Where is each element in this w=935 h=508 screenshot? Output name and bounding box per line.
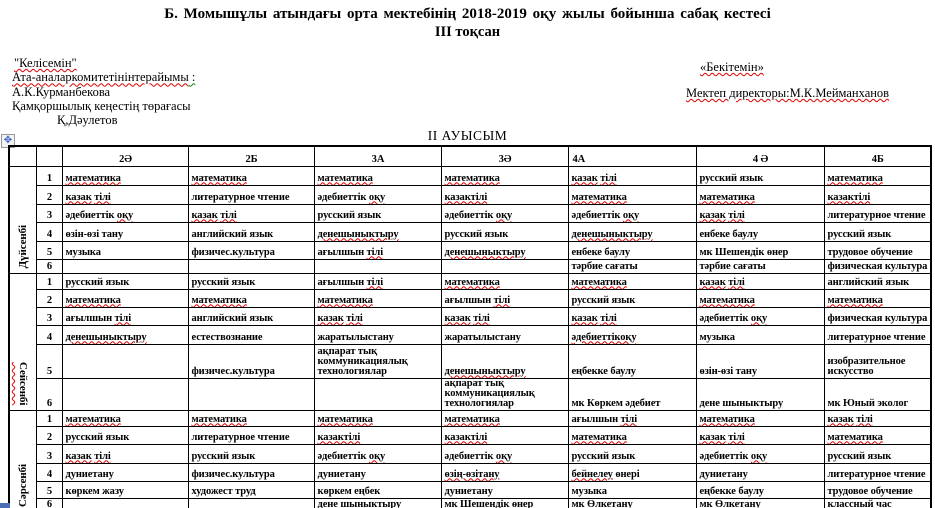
signature-approve-label: «Бекітемін»	[700, 60, 764, 74]
misspelled-word: денешыныктыру	[444, 365, 526, 377]
misspelled-word: математика	[571, 431, 627, 443]
period-number[interactable]: 6	[36, 259, 62, 273]
misspelled-word: казак	[827, 413, 854, 425]
lesson-cell[interactable]	[188, 204, 314, 222]
lesson-cell[interactable]: музыка	[62, 241, 188, 259]
lesson-cell[interactable]: классный час	[824, 498, 931, 508]
lesson-cell[interactable]: көркем еңбек	[314, 481, 441, 498]
lesson-cell[interactable]	[441, 463, 568, 481]
misspelled-word: математика	[191, 294, 247, 306]
table-move-handle-icon[interactable]: ✥	[1, 134, 15, 148]
lesson-cell[interactable]: английский язык	[188, 307, 314, 325]
lesson-cell[interactable]	[62, 444, 188, 463]
lesson-cell[interactable]	[62, 410, 188, 426]
misspelled-word: тілі	[94, 191, 111, 203]
misspelled-word: математика	[827, 172, 883, 184]
period-number[interactable]: 4	[36, 325, 62, 344]
lesson-cell[interactable]	[824, 410, 931, 426]
misspelled-word: математика	[827, 431, 883, 443]
misspelled-word: математика	[827, 294, 883, 306]
lesson-cell[interactable]: русский язык	[696, 166, 824, 185]
lesson-cell[interactable]	[188, 378, 314, 410]
lesson-cell[interactable]	[188, 259, 314, 273]
signature-left-line: Ата-аналаркомитетінінтерайымы :	[12, 70, 196, 85]
lesson-cell[interactable]: литературное чтение	[188, 426, 314, 444]
misspelled-word: математика	[571, 191, 627, 203]
lesson-cell[interactable]	[188, 289, 314, 307]
misspelled-word: казак	[699, 276, 726, 288]
lesson-cell[interactable]	[441, 410, 568, 426]
lesson-cell[interactable]: физичес.культура	[188, 241, 314, 259]
period-number[interactable]: 4	[36, 222, 62, 241]
lesson-cell[interactable]	[441, 273, 568, 289]
misspelled-word: оқу	[495, 450, 513, 462]
lesson-cell[interactable]: дуниетану	[696, 463, 824, 481]
lesson-cell[interactable]: изобразительное искусство	[824, 344, 931, 378]
lesson-cell[interactable]	[696, 426, 824, 444]
period-number[interactable]: 4	[36, 463, 62, 481]
period-number[interactable]: 6	[36, 378, 62, 410]
lesson-cell[interactable]	[188, 498, 314, 508]
lesson-cell[interactable]	[441, 166, 568, 185]
period-number[interactable]: 2	[36, 289, 62, 307]
lesson-cell[interactable]	[314, 222, 441, 241]
day-label-1[interactable]: Дүйсенбі	[9, 166, 36, 273]
misspelled-word: казактілі	[317, 431, 361, 443]
misspelled-word: тілі	[728, 431, 745, 443]
partial-bottom-marker	[0, 503, 10, 508]
lesson-cell[interactable]	[568, 307, 696, 325]
lesson-cell[interactable]: көркем жазу	[62, 481, 188, 498]
misspelled-word: математика	[571, 276, 627, 288]
misspelled-word: тілі	[856, 413, 873, 425]
misspelled-word: казак	[571, 312, 598, 324]
misspelled-word: математика	[191, 413, 247, 425]
misspelled-word: математика	[699, 294, 755, 306]
lesson-cell[interactable]: ағылшын тілі	[314, 241, 441, 259]
misspelled-word: тілі	[94, 450, 111, 462]
lesson-cell[interactable]	[824, 166, 931, 185]
misspelled-word: оқу	[116, 209, 134, 221]
period-number[interactable]: 6	[36, 498, 62, 508]
lesson-cell[interactable]: енбеке баулу	[696, 222, 824, 241]
lesson-cell[interactable]	[441, 185, 568, 204]
misspelled-word: оқу	[368, 191, 386, 203]
lesson-cell[interactable]: енбеке баулу	[568, 241, 696, 259]
misspelled-word: математика	[699, 191, 755, 203]
misspelled-word: казактілі	[444, 191, 488, 203]
period-number[interactable]: 1	[36, 166, 62, 185]
shift-heading: II АУЫСЫМ	[427, 128, 508, 143]
misspelled-word: казак	[444, 312, 471, 324]
period-number[interactable]: 3	[36, 307, 62, 325]
lesson-cell[interactable]: әдебиеттік оқу	[568, 204, 696, 222]
lesson-cell[interactable]: ағылшын тілі	[314, 273, 441, 289]
lesson-cell[interactable]: физическая культура	[824, 259, 931, 273]
misspelled-word: денешыныктыру	[571, 228, 653, 240]
lesson-cell[interactable]	[696, 273, 824, 289]
period-number[interactable]: 1	[36, 273, 62, 289]
document-title: Б. Момышұлы атындағы орта мектебінің 2018-2019 оқу жылы бойынша сабақ кестесі	[164, 6, 771, 22]
misspelled-word: тілі	[620, 413, 638, 425]
lesson-cell[interactable]	[696, 289, 824, 307]
lesson-cell[interactable]	[314, 378, 441, 410]
lesson-cell[interactable]: русский язык	[824, 222, 931, 241]
lesson-cell[interactable]	[62, 344, 188, 378]
lesson-cell[interactable]	[568, 426, 696, 444]
misspelled-word: казактілі	[827, 191, 871, 203]
period-number[interactable]: 3	[36, 204, 62, 222]
day-label-3[interactable]: Сәрсенбі	[9, 410, 36, 508]
misspelled-word: казактілі	[444, 431, 488, 443]
period-number[interactable]: 2	[36, 185, 62, 204]
lesson-cell[interactable]: английский язык	[824, 273, 931, 289]
lesson-cell[interactable]: әдебиеттік оқу	[696, 444, 824, 463]
lesson-cell[interactable]	[696, 204, 824, 222]
lesson-cell[interactable]: русский язык	[188, 444, 314, 463]
signature-block-left	[12, 56, 195, 127]
lesson-cell[interactable]: тәрбие сағаты	[696, 259, 824, 273]
misspelled-word: математика	[444, 172, 500, 184]
timetable	[8, 145, 932, 508]
lesson-cell[interactable]: русский язык	[62, 426, 188, 444]
lesson-cell[interactable]: мк Шешендік өнер	[696, 241, 824, 259]
lesson-cell[interactable]	[314, 289, 441, 307]
lesson-cell[interactable]	[824, 289, 931, 307]
lesson-cell[interactable]: музыка	[568, 481, 696, 498]
misspelled-word: тілі	[728, 276, 745, 288]
lesson-cell[interactable]: ағылшын тілі	[568, 410, 696, 426]
lesson-cell[interactable]	[314, 426, 441, 444]
misspelled-word: казак	[699, 431, 726, 443]
lesson-cell[interactable]: мк Көркем әдебиет	[568, 378, 696, 410]
misspelled-word: математика	[65, 172, 121, 184]
lesson-cell[interactable]: музыка	[696, 325, 824, 344]
lesson-cell[interactable]	[568, 273, 696, 289]
lesson-cell[interactable]	[441, 307, 568, 325]
lesson-cell[interactable]	[314, 166, 441, 185]
lesson-cell[interactable]: естествознание	[188, 325, 314, 344]
lesson-cell[interactable]: русский язык	[568, 289, 696, 307]
misspelled-word: тілі	[346, 312, 363, 324]
lesson-cell[interactable]: литературное чтение	[824, 325, 931, 344]
lesson-cell[interactable]: дуниетану	[314, 463, 441, 481]
misspelled-word: тілі	[220, 209, 237, 221]
misspelled-word: математика	[65, 413, 121, 425]
day-label-2[interactable]: Сейсенбі	[9, 273, 36, 410]
lesson-cell[interactable]: мк Шешендік өнер	[441, 498, 568, 508]
lesson-cell[interactable]	[441, 426, 568, 444]
misspelled-word: оқу	[368, 450, 386, 462]
misspelled-word: тілі	[366, 246, 384, 258]
corner-header-cell[interactable]	[36, 146, 62, 166]
misspelled-word: оқу	[495, 209, 513, 221]
lesson-cell[interactable]: еңбекке баулу	[568, 344, 696, 378]
misspelled-word: казак	[571, 172, 598, 184]
lesson-cell[interactable]	[696, 410, 824, 426]
misspelled-word: тілі	[728, 209, 745, 221]
misspelled-word: математика	[65, 294, 121, 306]
misspelled-word: денешыныктыру	[65, 331, 147, 343]
misspelled-word: тілі	[493, 294, 511, 306]
misspelled-word: математика	[317, 294, 373, 306]
lesson-cell[interactable]	[568, 166, 696, 185]
lesson-cell[interactable]	[824, 185, 931, 204]
misspelled-word: әдебиеттікоқу	[571, 331, 637, 343]
lesson-cell[interactable]: әдебиеттік оқу	[696, 307, 824, 325]
lesson-cell[interactable]: дуниетану	[62, 463, 188, 481]
lesson-cell[interactable]	[568, 325, 696, 344]
lesson-cell[interactable]: русский язык	[568, 444, 696, 463]
misspelled-word: казак	[65, 450, 92, 462]
lesson-cell[interactable]: ағылшын тілі	[441, 289, 568, 307]
misspelled-word: бейнелеу	[571, 468, 613, 480]
lesson-cell[interactable]	[314, 307, 441, 325]
class-header-1[interactable]: 2Ә	[62, 146, 188, 166]
lesson-cell[interactable]	[314, 259, 441, 273]
lesson-cell[interactable]: русский язык	[314, 204, 441, 222]
lesson-cell[interactable]	[62, 378, 188, 410]
misspelled-word: тілі	[600, 312, 617, 324]
lesson-cell[interactable]	[188, 410, 314, 426]
class-header-4[interactable]: 3Ә	[441, 146, 568, 166]
signature-left-line: Қамқоршылық кеңестің төрағасы	[12, 98, 191, 113]
misspelled-word: Өлкетану	[715, 498, 761, 508]
misspelled-word: тілі	[114, 312, 132, 324]
lesson-cell[interactable]	[696, 185, 824, 204]
class-header-3[interactable]: 3А	[314, 146, 441, 166]
lesson-cell[interactable]: мк Юный эколог	[824, 378, 931, 410]
misspelled-word: тілі	[366, 276, 384, 288]
misspelled-word: оқу	[750, 312, 768, 324]
lesson-cell[interactable]: ақпарат тық коммуникациялық технологиялар	[441, 378, 568, 410]
signature-left-line: Қ,Дәулетов	[57, 113, 118, 128]
lesson-cell[interactable]: бейнелеу өнері	[568, 463, 696, 481]
misspelled-word: математика	[699, 413, 755, 425]
lesson-cell[interactable]: дене шыныктыру	[696, 378, 824, 410]
lesson-cell[interactable]	[568, 222, 696, 241]
lesson-cell[interactable]	[824, 426, 931, 444]
corner-header-cell[interactable]	[9, 146, 36, 166]
period-number[interactable]: 5	[36, 344, 62, 378]
lesson-cell[interactable]	[188, 166, 314, 185]
lesson-cell[interactable]: дене шыныктыру	[314, 498, 441, 508]
lesson-cell[interactable]: мк Өлкетану	[568, 498, 696, 508]
lesson-cell[interactable]: өзін-өзі тану	[62, 222, 188, 241]
lesson-cell[interactable]: жаратылыстану	[314, 325, 441, 344]
misspelled-word: казак	[699, 209, 726, 221]
misspelled-word: казак	[191, 209, 218, 221]
period-number[interactable]: 5	[36, 481, 62, 498]
lesson-cell[interactable]: еңбекке баулу	[696, 481, 824, 498]
lesson-cell[interactable]: өзін-өзі тану	[696, 344, 824, 378]
lesson-cell[interactable]: ағылшын тілі	[62, 307, 188, 325]
lesson-cell[interactable]: әдебиеттік оқу	[314, 185, 441, 204]
misspelled-word: казак	[65, 191, 92, 203]
lesson-cell[interactable]: ақпарат тық коммуникациялық технологиялар	[314, 344, 441, 378]
lesson-cell[interactable]: русский язык	[441, 222, 568, 241]
lesson-cell[interactable]: русский язык	[62, 273, 188, 289]
lesson-cell[interactable]: дуниетану	[441, 481, 568, 498]
lesson-cell[interactable]: әдебиеттік оқу	[314, 444, 441, 463]
period-number[interactable]: 1	[36, 410, 62, 426]
misspelled-word: денешыныктыру	[317, 228, 399, 240]
lesson-cell[interactable]: физичес.культура	[188, 463, 314, 481]
lesson-cell[interactable]: әдебиеттік оқу	[441, 204, 568, 222]
period-number[interactable]: 2	[36, 426, 62, 444]
lesson-cell[interactable]: литературное чтение	[824, 463, 931, 481]
document-subtitle-term: III тоқсан	[434, 24, 501, 40]
misspelled-word: математика	[317, 172, 373, 184]
lesson-cell[interactable]	[441, 344, 568, 378]
class-header-5[interactable]: 4А	[568, 146, 696, 166]
lesson-cell[interactable]	[62, 498, 188, 508]
lesson-cell[interactable]: тәрбие сағаты	[568, 259, 696, 273]
lesson-cell[interactable]	[62, 259, 188, 273]
lesson-cell[interactable]: жаратылыстану	[441, 325, 568, 344]
lesson-cell[interactable]	[568, 185, 696, 204]
signature-left-line: "Келісемін"	[14, 56, 77, 70]
lesson-cell[interactable]	[441, 241, 568, 259]
lesson-cell[interactable]: трудовое обучение	[824, 241, 931, 259]
misspelled-word: Өлкетану	[587, 498, 633, 508]
lesson-cell[interactable]	[62, 166, 188, 185]
misspelled-word: математика	[444, 276, 500, 288]
misspelled-word: тілі	[473, 312, 490, 324]
misspelled-word: математика	[191, 172, 247, 184]
class-header-6[interactable]: 4 Ә	[696, 146, 824, 166]
lesson-cell[interactable]	[62, 325, 188, 344]
lesson-cell[interactable]	[314, 410, 441, 426]
period-number[interactable]: 5	[36, 241, 62, 259]
lesson-cell[interactable]	[62, 289, 188, 307]
lesson-cell[interactable]: литературное чтение	[188, 185, 314, 204]
misspelled-word: оқу	[750, 450, 768, 462]
lesson-cell[interactable]: физическая культура	[824, 307, 931, 325]
lesson-cell[interactable]: английский язык	[188, 222, 314, 241]
lesson-cell[interactable]: трудовое обучение	[824, 481, 931, 498]
lesson-cell[interactable]: художест труд	[188, 481, 314, 498]
misspelled-word: тілі	[600, 172, 617, 184]
lesson-cell[interactable]: әдебиеттік оқу	[62, 204, 188, 222]
misspelled-word: математика	[444, 413, 500, 425]
class-header-7[interactable]: 4Б	[824, 146, 931, 166]
lesson-cell[interactable]	[441, 259, 568, 273]
signature-left-line: А.К.Курманбекова	[12, 84, 111, 99]
lesson-cell[interactable]: русский язык	[188, 273, 314, 289]
lesson-cell[interactable]	[62, 185, 188, 204]
signature-director-line: Мектеп директоры:М.К.Мейманханов	[686, 86, 890, 100]
lesson-cell[interactable]: русский язык	[824, 444, 931, 463]
lesson-cell[interactable]: әдебиеттік оқу	[441, 444, 568, 463]
misspelled-word: денешыныктыру	[444, 246, 526, 258]
lesson-cell[interactable]: литературное чтение	[824, 204, 931, 222]
misspelled-word: өзің-өзітану	[444, 468, 500, 480]
lesson-cell[interactable]: мк Өлкетану	[696, 498, 824, 508]
misspelled-word: оқу	[622, 209, 640, 221]
misspelled-word: казак	[317, 312, 344, 324]
period-number[interactable]: 3	[36, 444, 62, 463]
class-header-2[interactable]: 2Б	[188, 146, 314, 166]
lesson-cell[interactable]: физичес.культура	[188, 344, 314, 378]
misspelled-word: математика	[317, 413, 373, 425]
